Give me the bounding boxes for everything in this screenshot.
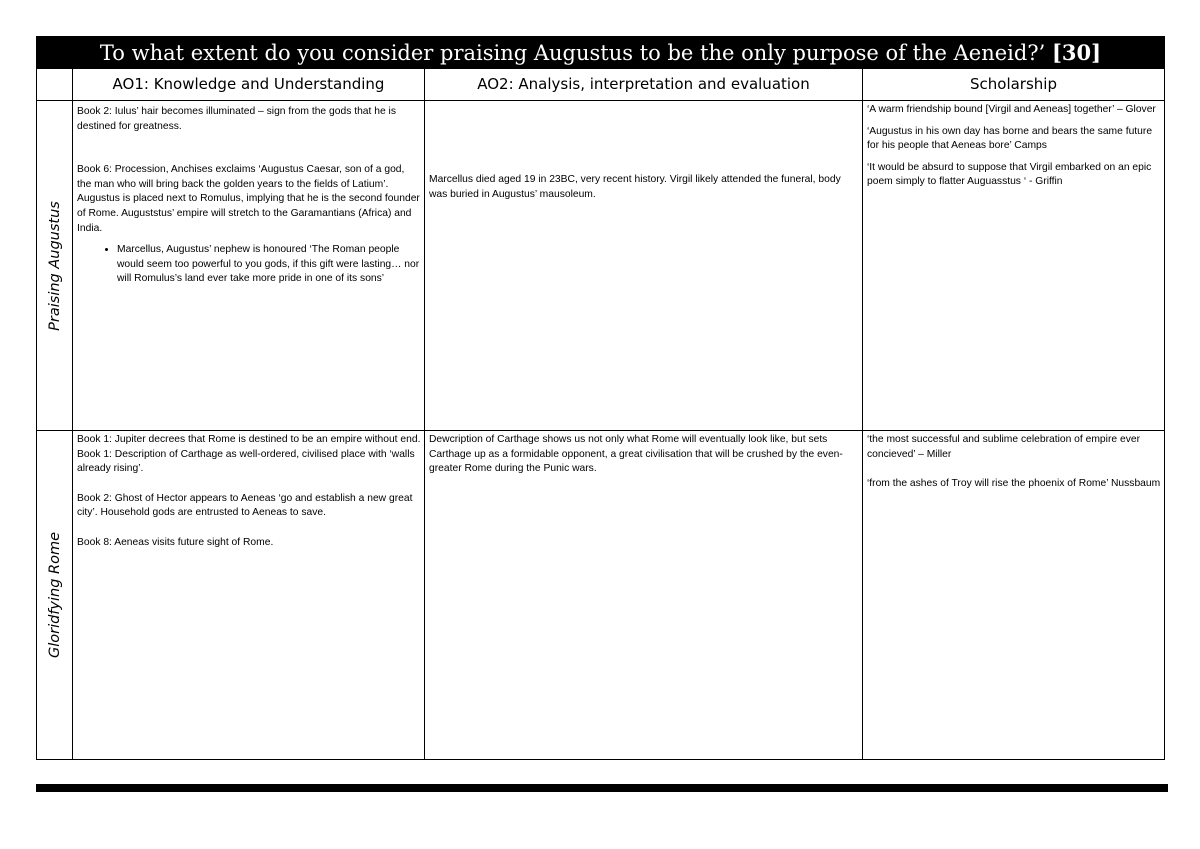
praising-ao2-cell [426,101,862,430]
cell-paragraph: Book 1: Jupiter decrees that Rome is destined to be an empire without end. [77,434,421,445]
footer-bar [36,784,1168,792]
cell-paragraph: Book 2: Iulus’ hair becomes illuminated – sign from the gods that he is destined for greatness. [77,106,396,132]
header-ao2: AO2: Analysis, interpretation and evaluation [477,75,810,93]
praising-ao1-cell [74,101,424,430]
scholarship-quote: ‘Augustus in his own day has borne and bears the same future for his people that Aeneas bore’ Camps [867,125,1153,152]
cell-paragraph: Book 8: Aeneas visits future sight of Rome. [77,536,274,548]
header-scholarship: Scholarship [970,75,1057,93]
column-header-row [37,69,1164,101]
essay-plan-table [36,36,1165,760]
praising-scholarship-cell [864,101,1164,430]
row-label-glorifying-rome [37,431,73,759]
cell-paragraph: Dewcription of Carthage shows us not only what Rome will eventually look like, but sets Carthage up as a formidable opponent, a great civilisation that will be crushed by the even-greater Rome during the Punic wars. [429,434,843,475]
scholarship-quote: ‘A warm friendship bound [Virgil and Aeneas] together’ – Glover [867,104,1156,115]
essay-question-text: To what extent do you consider praising Augustus to be the only purpose of the Aeneid?’ [99,41,1046,65]
cell-paragraph: Book 6: Procession, Anchises exclaims ‘Augustus Caesar, son of a god, the man who will bring back the golden years to the fields of Latium’. Augustus is placed next to Romulus, implying that he is the second founder of Rome. Auguststus’ empire will stretch to the Garamantians (Africa) and India. [77,164,420,234]
cell-paragraph: Book 2: Ghost of Hector appears to Aeneas ‘go and establish a new great city’. Household gods are entrusted to Aeneas to save. [77,492,413,519]
essay-question-title [37,37,1164,69]
bullet-list [77,243,421,287]
row-label-text: Praising Augustus [47,200,64,331]
scholarship-quote: ‘from the ashes of Troy will rise the phoenix of Rome’ Nussbaum [867,478,1161,490]
row-label-praising-augustus [37,101,73,430]
scholarship-quote: ‘the most successful and sublime celebration of empire ever concieved’ – Miller [867,434,1140,460]
cell-paragraph: Marcellus died aged 19 in 23BC, very recent history. Virgil likely attended the funeral, body was buried in Augustus’ mausoleum. [429,174,841,200]
header-ao1: AO1: Knowledge and Understanding [112,75,385,93]
column-divider [862,69,863,759]
glorifying-ao2-cell [426,431,862,759]
scholarship-quote: ‘It would be absurd to suppose that Virgil embarked on an epic poem simply to flatter Auguasstus ‘ - Griffin [867,161,1152,188]
glorifying-ao1-cell [74,431,424,759]
column-divider [424,69,425,759]
row-label-text: Gloridfying Rome [47,531,64,659]
glorifying-scholarship-cell [864,431,1164,759]
cell-paragraph: Book 1: Description of Carthage as well-ordered, civilised place with ‘walls already rising’. [77,448,415,475]
essay-marks: [30] [1051,40,1102,65]
list-item: • Marcellus, Augustus’ nephew is honoured ‘The Roman people would seem too powerful to you gods, if this gift were lasting… nor will Romulus’s land ever take more pride in one of its sons’ [117,243,421,287]
